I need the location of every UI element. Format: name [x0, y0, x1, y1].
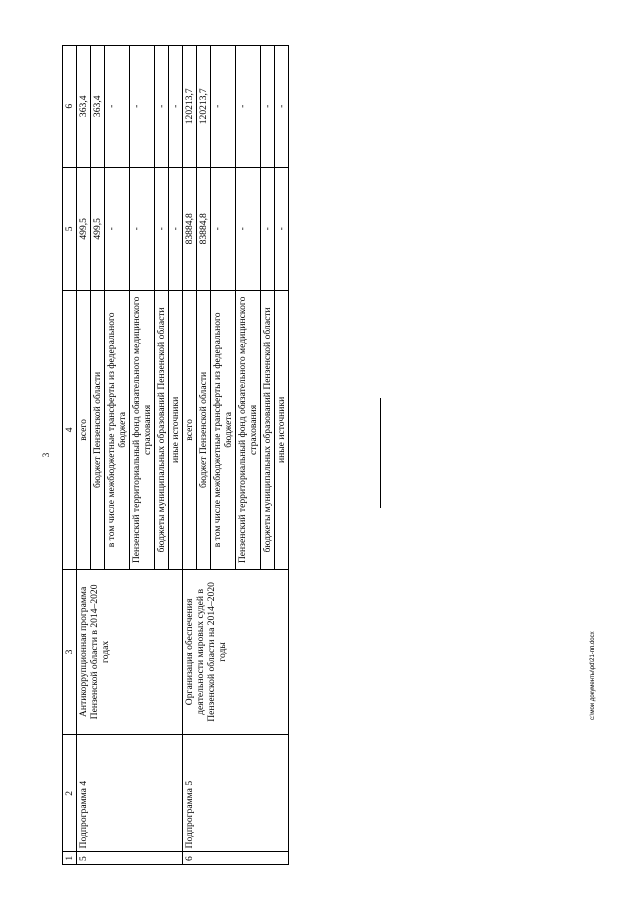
- value-col5: 499,5: [77, 167, 91, 291]
- header-cell: 2: [63, 735, 77, 852]
- value-col6: -: [211, 46, 236, 168]
- value-col6: 363,4: [91, 46, 105, 168]
- value-col6: 363,4: [77, 46, 91, 168]
- source-label: в том числе межбюджетные трансферты из федерального бюджета: [105, 291, 130, 570]
- value-col6: -: [261, 46, 275, 168]
- header-cell: 1: [63, 852, 77, 865]
- value-col6: -: [155, 46, 169, 168]
- footer-path: c:\мои документы\pd\21-пп.docx: [590, 631, 596, 720]
- row-number: 6: [183, 852, 289, 865]
- source-label: бюджеты муниципальных образований Пензенской области: [155, 291, 169, 570]
- source-label: Пензенский территориальный фонд обязательного медицинского страхования: [130, 291, 155, 570]
- subprogram-name: Подпрограмма 5: [183, 735, 289, 852]
- value-col6: 120213,7: [183, 46, 197, 168]
- value-col6: 120213,7: [197, 46, 211, 168]
- source-label: бюджеты муниципальных образований Пензенской области: [261, 291, 275, 570]
- table-row: [183, 46, 197, 865]
- value-col5: -: [236, 167, 261, 291]
- header-cell: 5: [63, 167, 77, 291]
- header-cell: 6: [63, 46, 77, 168]
- value-col6: -: [236, 46, 261, 168]
- rotated-page: [62, 88, 640, 865]
- source-label: всего: [183, 291, 197, 570]
- table-row: [77, 46, 91, 865]
- value-col5: 83884,8: [183, 167, 197, 291]
- source-label: бюджет Пензенской области: [91, 291, 105, 570]
- subprogram-title: Организация обеспечения деятельности мировых судей в Пензенской области на 2014–2020 годы: [183, 569, 289, 734]
- source-label: в том числе межбюджетные трансферты из федерального бюджета: [211, 291, 236, 570]
- source-label: всего: [77, 291, 91, 570]
- value-col6: -: [105, 46, 130, 168]
- value-col5: -: [261, 167, 275, 291]
- value-col5: 499,5: [91, 167, 105, 291]
- header-row: [63, 46, 77, 865]
- value-col5: -: [155, 167, 169, 291]
- value-col5: -: [105, 167, 130, 291]
- separator-line: [380, 398, 381, 508]
- value-col5: -: [275, 167, 289, 291]
- subprogram-title: Антикоррупционная программа Пензенской области в 2014–2020 годах: [77, 569, 183, 734]
- value-col6: -: [169, 46, 183, 168]
- value-col5: -: [169, 167, 183, 291]
- source-label: Пензенский территориальный фонд обязательного медицинского страхования: [236, 291, 261, 570]
- source-label: иные источники: [169, 291, 183, 570]
- header-cell: 3: [63, 569, 77, 734]
- value-col5: -: [211, 167, 236, 291]
- header-cell: 4: [63, 291, 77, 570]
- page-number: 3: [41, 452, 51, 458]
- financing-table: [62, 45, 289, 865]
- value-col5: -: [130, 167, 155, 291]
- row-number: 5: [77, 852, 183, 865]
- source-label: бюджет Пензенской области: [197, 291, 211, 570]
- value-col5: 83884,8: [197, 167, 211, 291]
- value-col6: -: [275, 46, 289, 168]
- subprogram-name: Подпрограмма 4: [77, 735, 183, 852]
- source-label: иные источники: [275, 291, 289, 570]
- value-col6: -: [130, 46, 155, 168]
